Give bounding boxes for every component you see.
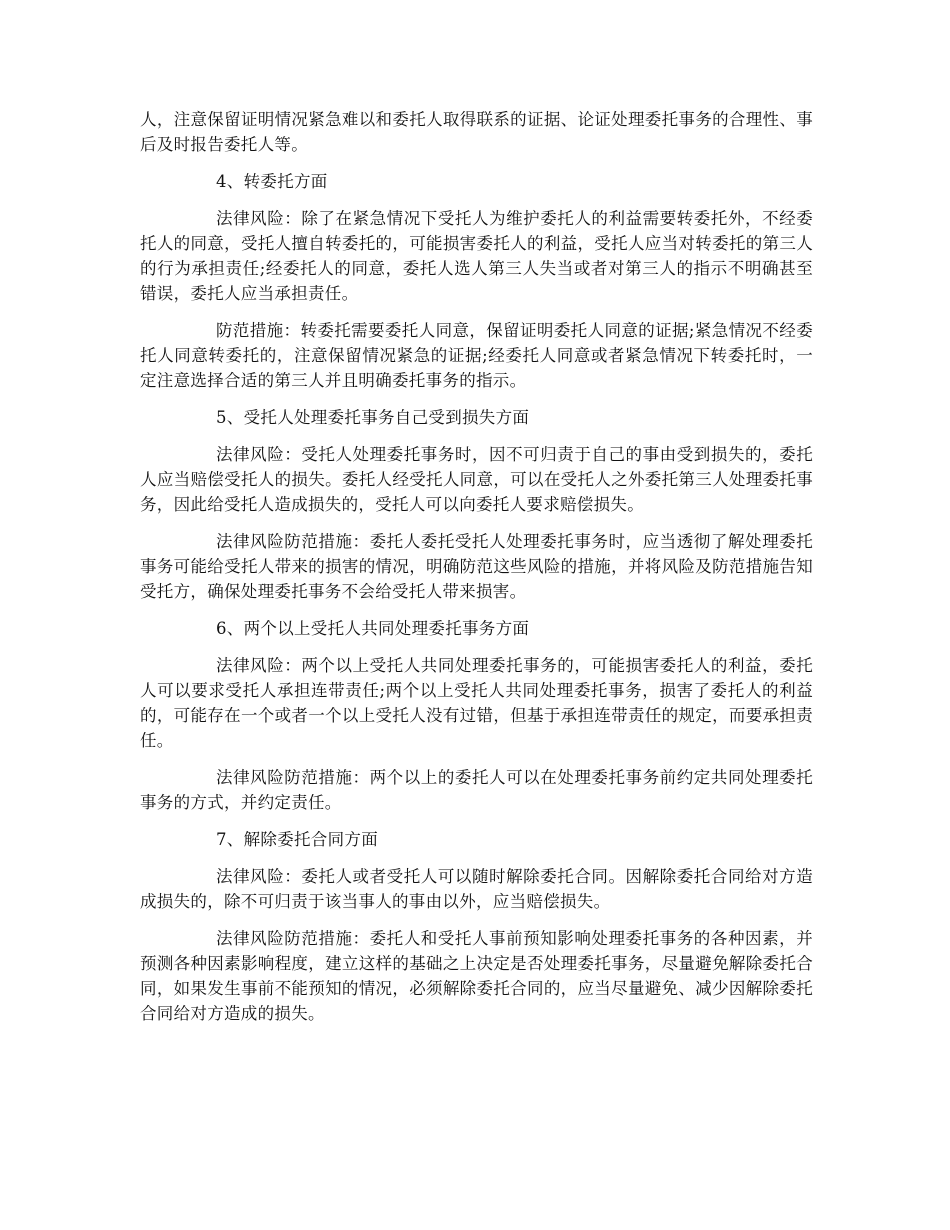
section-heading-4: 4、转委托方面 — [216, 172, 328, 191]
paragraph-legal-risk-7: 法律风险：委托人或者受托人可以随时解除委托合同。因解除委托合同给对方造成损失的，除不可归责于该当事人的事由以外，应当赔偿损失。 — [140, 867, 813, 911]
paragraph-prevention-5: 法律风险防范措施：委托人委托受托人处理委托事务时，应当透彻了解处理委托事务可能给受托人带来的损害的情况，明确防范这些风险的措施，并将风险及防范措施告知受托方，确保处理委托事务不会给受托人带来损害。 — [140, 532, 813, 601]
paragraph-continuation: 人，注意保留证明情况紧急难以和委托人取得联系的证据、论证处理委托事务的合理性、事后及时报告委托人等。 — [140, 110, 813, 154]
paragraph-prevention-4: 防范措施：转委托需要委托人同意，保留证明委托人同意的证据;紧急情况不经委托人同意转委托的，注意保留情况紧急的证据;经委托人同意或者紧急情况下转委托时，一定注意选择合适的第三人并且明确委托事务的指示。 — [140, 321, 813, 390]
paragraph-prevention-6: 法律风险防范措施：两个以上的委托人可以在处理委托事务前约定共同处理委托事务的方式，并约定责任。 — [140, 768, 813, 812]
section-heading-6: 6、两个以上受托人共同处理委托事务方面 — [216, 619, 530, 638]
paragraph-legal-risk-6: 法律风险：两个以上受托人共同处理委托事务的，可能损害委托人的利益，委托人可以要求受托人承担连带责任;两个以上受托人共同处理委托事务，损害了委托人的利益的，可能存在一个或者一个以上受托人没有过错，但基于承担连带责任的规定，而要承担责任。 — [140, 656, 813, 750]
paragraph-legal-risk-5: 法律风险：受托人处理委托事务时，因不可归责于自己的事由受到损失的，委托人应当赔偿受托人的损失。委托人经受托人同意，可以在受托人之外委托第三人处理委托事务，因此给受托人造成损失的，受托人可以向委托人要求赔偿损失。 — [140, 445, 813, 514]
paragraph-legal-risk-4: 法律风险：除了在紧急情况下受托人为维护委托人的利益需要转委托外，不经委托人的同意，受托人擅自转委托的，可能损害委托人的利益，受托人应当对转委托的第三人的行为承担责任;经委托人的同意，委托人选人第三人失当或者对第三人的指示不明确甚至错误，委托人应当承担责任。 — [140, 209, 813, 303]
section-heading-7: 7、解除委托合同方面 — [216, 830, 378, 849]
paragraph-prevention-7: 法律风险防范措施：委托人和受托人事前预知影响处理委托事务的各种因素，并预测各种因素影响程度，建立这样的基础之上决定是否处理委托事务，尽量避免解除委托合同，如果发生事前不能预知的情况，必须解除委托合同的，应当尽量避免、减少因解除委托合同给对方造成的损失。 — [140, 929, 813, 1023]
section-heading-5: 5、受托人处理委托事务自己受到损失方面 — [216, 408, 530, 427]
document-body — [140, 107, 813, 1038]
